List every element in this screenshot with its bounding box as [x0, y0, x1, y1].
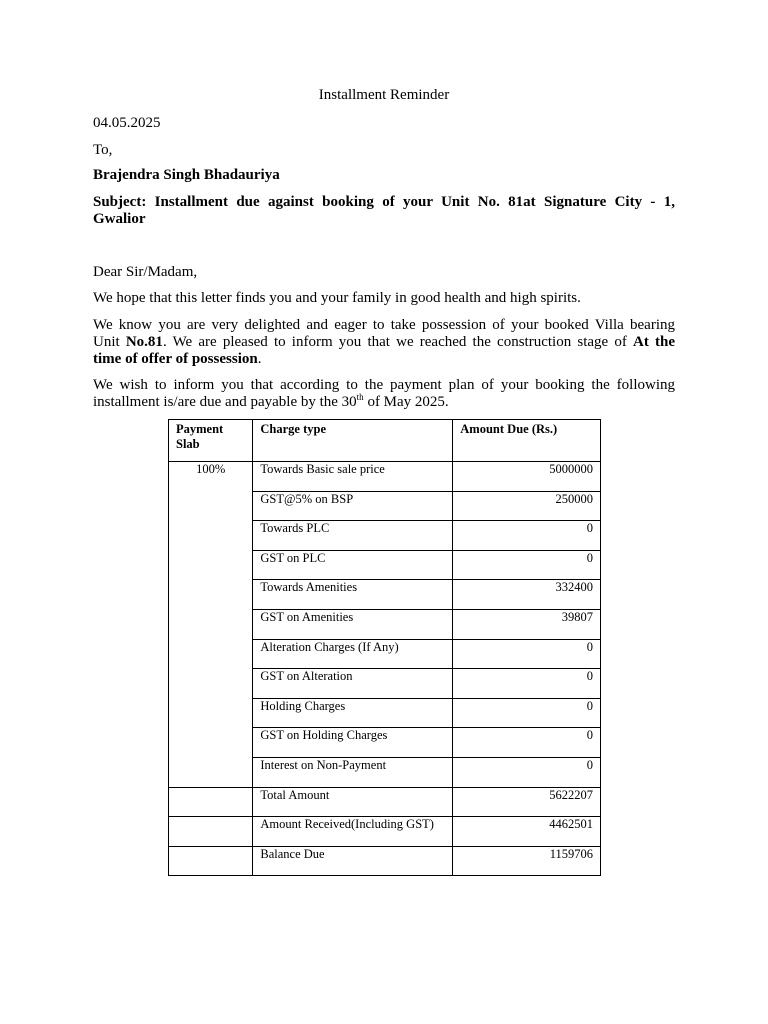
construction-stage-a: At the: [633, 334, 676, 350]
unit-prefix: Unit: [93, 334, 126, 350]
charge-type-cell: GST on Holding Charges: [253, 728, 453, 758]
charge-type-cell: Towards PLC: [253, 521, 453, 551]
table-header-row: [169, 420, 601, 462]
ordinal-suffix: th: [356, 392, 364, 402]
amount-cell: 39807: [453, 609, 601, 639]
payment-slab-cell: [169, 846, 253, 876]
header-payment-slab: Payment Slab: [169, 420, 253, 462]
recipient-name: Brajendra Singh Bhadauriya: [93, 167, 280, 183]
table-row: [169, 462, 601, 492]
construction-stage-b: time of offer of possession: [93, 351, 258, 367]
amount-cell: 5000000: [453, 462, 601, 492]
amount-cell: 0: [453, 521, 601, 551]
paragraph-2-line-1: We know you are very delighted and eager to take possession of your booked Villa bearing: [93, 317, 675, 333]
payment-slab-cell: [169, 521, 253, 551]
charge-type-cell: GST on Amenities: [253, 609, 453, 639]
balance-due-value: 1159706: [453, 846, 601, 876]
total-amount-row: [169, 787, 601, 817]
amount-cell: 0: [453, 550, 601, 580]
paragraph-2-mid: . We are pleased to inform you that we reached the construction stage of: [162, 334, 634, 350]
charge-type-cell: Holding Charges: [253, 698, 453, 728]
amount-received-label: Amount Received(Including GST): [253, 817, 453, 847]
installment-table: [168, 419, 601, 876]
payment-slab-cell: [169, 817, 253, 847]
paragraph-2-line-2: [93, 334, 675, 351]
total-amount-label: Total Amount: [253, 787, 453, 817]
charge-type-cell: Towards Basic sale price: [253, 462, 453, 492]
total-amount-value: 5622207: [453, 787, 601, 817]
charge-type-cell: Alteration Charges (If Any): [253, 639, 453, 669]
payment-slab-cell: [169, 728, 253, 758]
balance-due-label: Balance Due: [253, 846, 453, 876]
subject-line-1: Subject: Installment due against booking of your Unit No. 81at Signature City - 1,: [93, 194, 675, 210]
letter-title: Installment Reminder: [318, 87, 450, 103]
paragraph-3-line-1: We wish to inform you that according to the payment plan of your booking the following: [93, 377, 675, 393]
table-row: [169, 728, 601, 758]
payment-slab-cell: [169, 491, 253, 521]
paragraph-3-a: installment is/are due and payable by the 30: [93, 394, 357, 410]
amount-cell: 0: [453, 728, 601, 758]
header-amount-due: Amount Due (Rs.): [453, 420, 601, 462]
paragraph-1: We hope that this letter finds you and your family in good health and high spirits.: [93, 290, 581, 306]
amount-received-row: [169, 817, 601, 847]
amount-cell: 250000: [453, 491, 601, 521]
table-row: [169, 639, 601, 669]
salutation: Dear Sir/Madam,: [93, 264, 198, 280]
charge-type-cell: GST on PLC: [253, 550, 453, 580]
amount-cell: 0: [453, 639, 601, 669]
charge-type-cell: Interest on Non-Payment: [253, 757, 453, 787]
charge-type-cell: GST@5% on BSP: [253, 491, 453, 521]
subject-line-2: Gwalior: [93, 211, 146, 227]
table-row: [169, 609, 601, 639]
paragraph-3-line-2: [93, 394, 675, 411]
charge-type-cell: Towards Amenities: [253, 580, 453, 610]
table-row: [169, 757, 601, 787]
unit-number: No.81: [125, 334, 163, 350]
payment-slab-cell: [169, 669, 253, 699]
charge-type-cell: GST on Alteration: [253, 669, 453, 699]
payment-slab-cell: [169, 787, 253, 817]
balance-due-row: [169, 846, 601, 876]
table-row: [169, 550, 601, 580]
payment-slab-value: 100%: [169, 462, 253, 492]
to-label: To,: [93, 142, 113, 158]
payment-slab-cell: [169, 757, 253, 787]
payment-slab-cell: [169, 609, 253, 639]
paragraph-3-b: of May 2025.: [363, 394, 449, 410]
paragraph-2-line-3: [93, 351, 675, 368]
table-row: [169, 580, 601, 610]
payment-slab-cell: [169, 639, 253, 669]
header-charge-type: Charge type: [253, 420, 453, 462]
table-row: [169, 521, 601, 551]
letter-date: 04.05.2025: [93, 115, 161, 131]
amount-received-value: 4462501: [453, 817, 601, 847]
table-row: [169, 698, 601, 728]
payment-slab-cell: [169, 580, 253, 610]
table-row: [169, 669, 601, 699]
paragraph-2-end: .: [257, 351, 262, 367]
amount-cell: 0: [453, 757, 601, 787]
payment-slab-cell: [169, 550, 253, 580]
amount-cell: 332400: [453, 580, 601, 610]
payment-slab-cell: [169, 698, 253, 728]
amount-cell: 0: [453, 698, 601, 728]
table-row: [169, 491, 601, 521]
amount-cell: 0: [453, 669, 601, 699]
